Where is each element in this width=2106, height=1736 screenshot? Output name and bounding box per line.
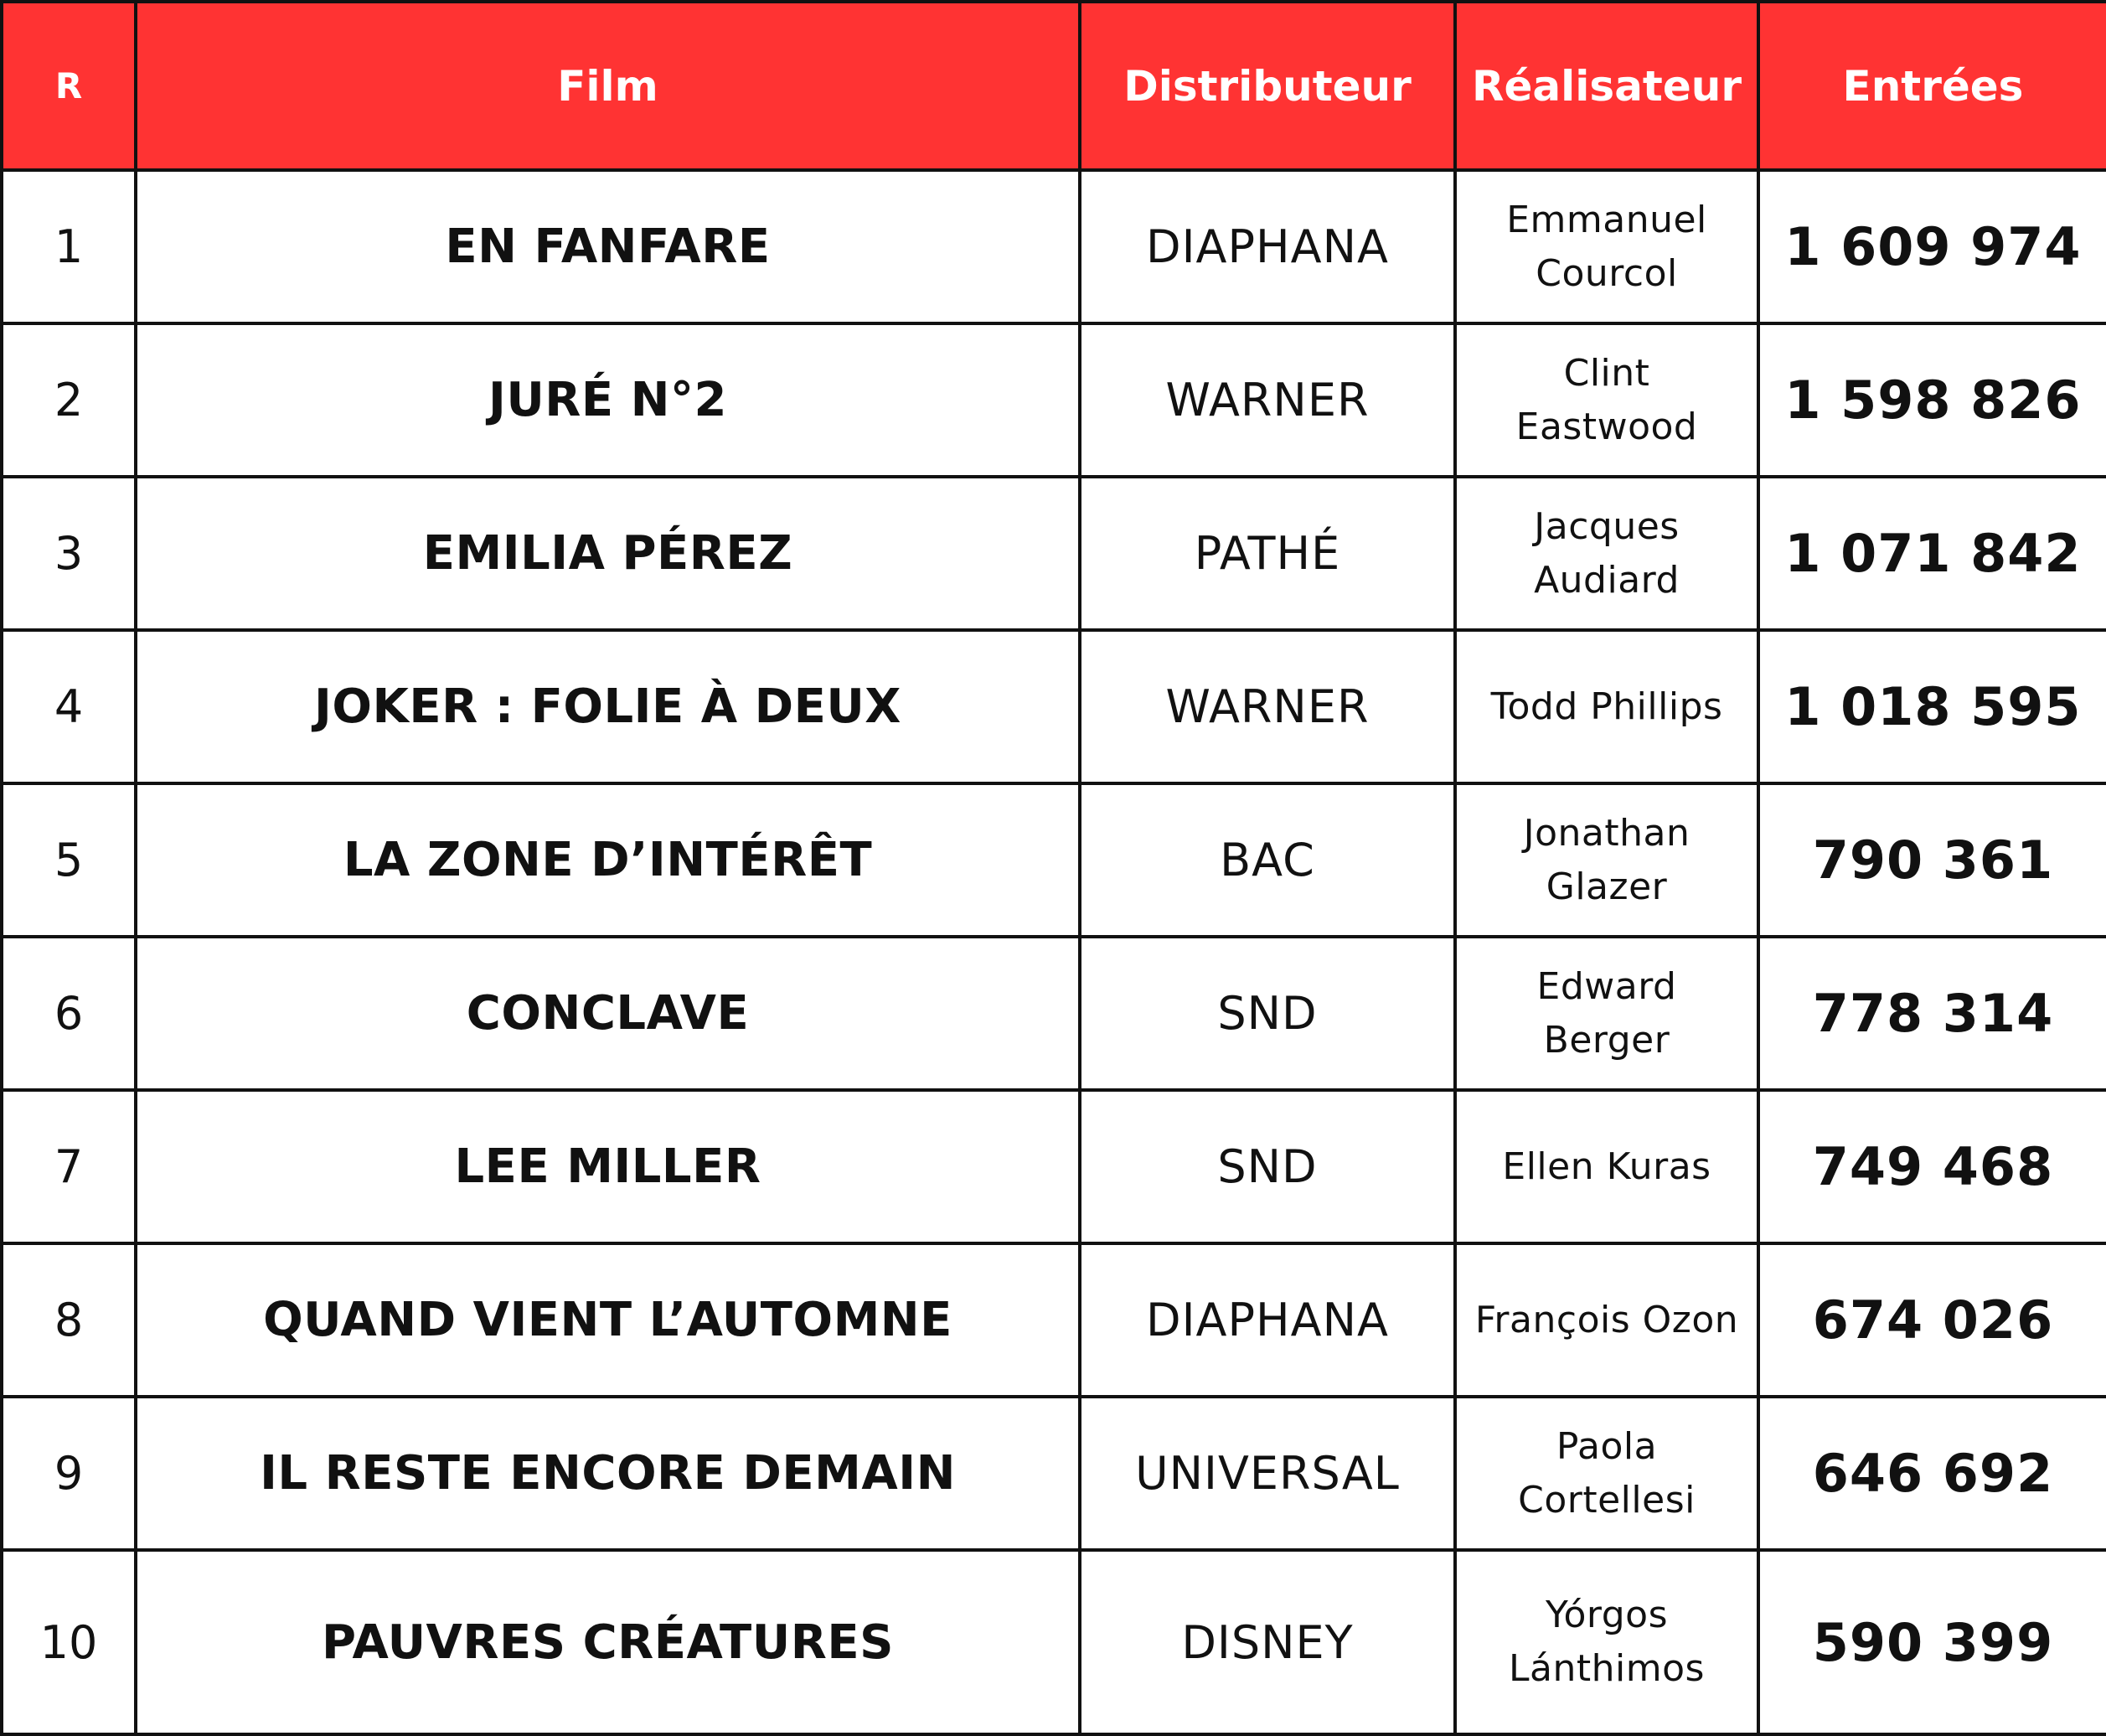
rank-cell: 7 (2, 1090, 136, 1243)
admissions-cell: 590 399 (1758, 1550, 2106, 1734)
table-body (2, 170, 2106, 1734)
column-header-rank: R (2, 2, 136, 170)
director-cell: Jacques Audiard (1455, 477, 1758, 630)
film-cell: LEE MILLER (136, 1090, 1080, 1243)
table-row (2, 630, 2106, 783)
column-header-director: Réalisateur (1455, 2, 1758, 170)
admissions-cell: 790 361 (1758, 783, 2106, 937)
film-cell: QUAND VIENT L’AUTOMNE (136, 1243, 1080, 1397)
director-cell: Yórgos Lánthimos (1455, 1550, 1758, 1734)
column-header-film: Film (136, 2, 1080, 170)
table-row (2, 1090, 2106, 1243)
distributor-cell: PATHÉ (1080, 477, 1455, 630)
table-row (2, 1550, 2106, 1734)
director-cell: Ellen Kuras (1455, 1090, 1758, 1243)
film-cell: CONCLAVE (136, 937, 1080, 1090)
admissions-cell: 1 598 826 (1758, 323, 2106, 477)
table-row (2, 1397, 2106, 1550)
table-row (2, 1243, 2106, 1397)
table-row (2, 170, 2106, 323)
rank-cell: 6 (2, 937, 136, 1090)
table-row (2, 477, 2106, 630)
director-cell: Jonathan Glazer (1455, 783, 1758, 937)
distributor-cell: DIAPHANA (1080, 170, 1455, 323)
rank-cell: 9 (2, 1397, 136, 1550)
distributor-cell: DISNEY (1080, 1550, 1455, 1734)
film-cell: LA ZONE D’INTÉRÊT (136, 783, 1080, 937)
distributor-cell: BAC (1080, 783, 1455, 937)
rank-cell: 1 (2, 170, 136, 323)
rank-cell: 2 (2, 323, 136, 477)
table-row (2, 783, 2106, 937)
rank-cell: 3 (2, 477, 136, 630)
film-cell: JURÉ N°2 (136, 323, 1080, 477)
director-cell: Edward Berger (1455, 937, 1758, 1090)
rank-cell: 4 (2, 630, 136, 783)
table-row (2, 323, 2106, 477)
film-cell: JOKER : FOLIE À DEUX (136, 630, 1080, 783)
rank-cell: 8 (2, 1243, 136, 1397)
column-header-admissions: Entrées (1758, 2, 2106, 170)
rank-cell: 10 (2, 1550, 136, 1734)
director-cell: Paola Cortellesi (1455, 1397, 1758, 1550)
table-row (2, 937, 2106, 1090)
rank-cell: 5 (2, 783, 136, 937)
director-cell: François Ozon (1455, 1243, 1758, 1397)
distributor-cell: DIAPHANA (1080, 1243, 1455, 1397)
distributor-cell: WARNER (1080, 630, 1455, 783)
distributor-cell: SND (1080, 1090, 1455, 1243)
header-row (2, 2, 2106, 170)
admissions-cell: 1 071 842 (1758, 477, 2106, 630)
distributor-cell: WARNER (1080, 323, 1455, 477)
admissions-cell: 674 026 (1758, 1243, 2106, 1397)
film-cell: PAUVRES CRÉATURES (136, 1550, 1080, 1734)
admissions-cell: 778 314 (1758, 937, 2106, 1090)
film-cell: EMILIA PÉREZ (136, 477, 1080, 630)
director-cell: Todd Phillips (1455, 630, 1758, 783)
film-cell: IL RESTE ENCORE DEMAIN (136, 1397, 1080, 1550)
admissions-cell: 749 468 (1758, 1090, 2106, 1243)
admissions-cell: 1 018 595 (1758, 630, 2106, 783)
distributor-cell: UNIVERSAL (1080, 1397, 1455, 1550)
distributor-cell: SND (1080, 937, 1455, 1090)
director-cell: Emmanuel Courcol (1455, 170, 1758, 323)
admissions-cell: 1 609 974 (1758, 170, 2106, 323)
column-header-distributor: Distributeur (1080, 2, 1455, 170)
table-header (2, 2, 2106, 170)
admissions-cell: 646 692 (1758, 1397, 2106, 1550)
film-cell: EN FANFARE (136, 170, 1080, 323)
director-cell: Clint Eastwood (1455, 323, 1758, 477)
